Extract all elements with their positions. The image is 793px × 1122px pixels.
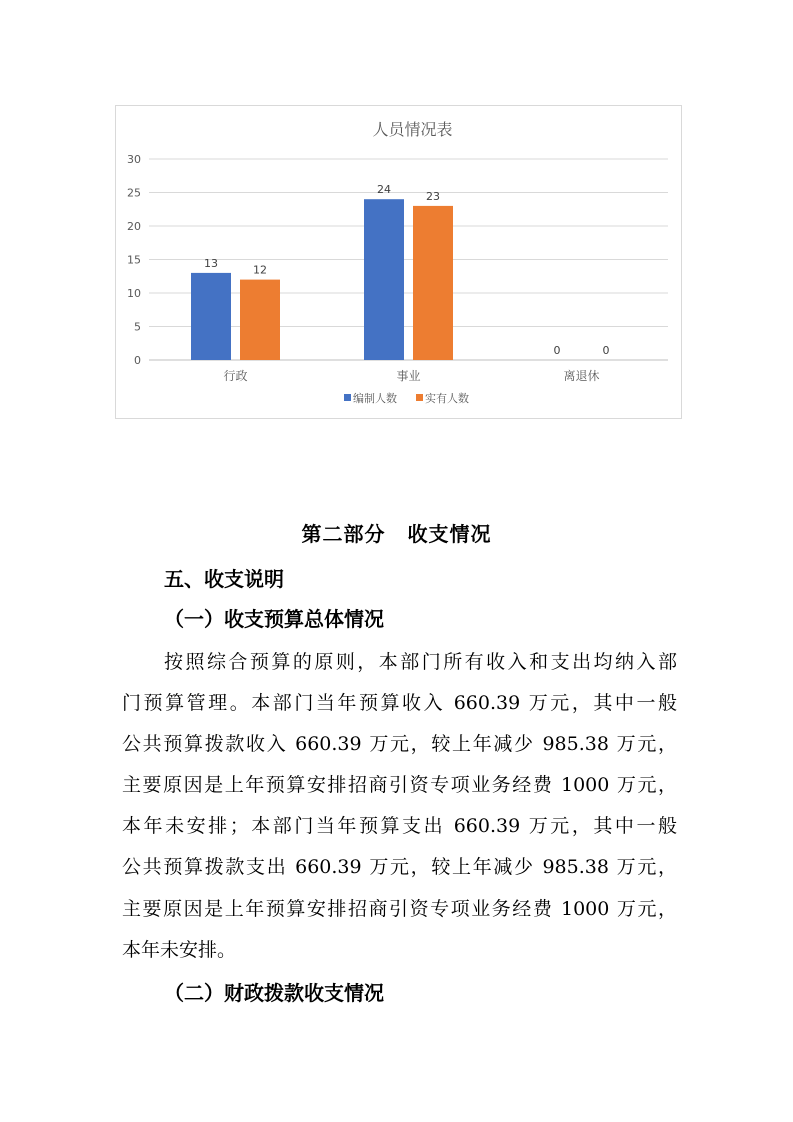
x-tick-label: 事业 [396, 369, 421, 383]
paragraph-line: 按照综合预算的原则，本部门所有收入和支出均纳入部 [164, 651, 677, 673]
paragraph-line: 本年未安排；本部门当年预算支出 660.39 万元，其中一般 [122, 815, 677, 838]
personnel-chart-svg [116, 106, 683, 420]
chart-title: 人员情况表 [372, 120, 453, 139]
y-tick-label: 10 [127, 287, 141, 300]
paragraph-line: 门预算管理。本部门当年预算收入 660.39 万元，其中一般 [122, 692, 677, 715]
budget-paragraph [122, 642, 677, 971]
personnel-chart [115, 105, 682, 419]
legend-label: 编制人数 [353, 392, 397, 405]
bar [364, 199, 404, 360]
bar [240, 280, 280, 360]
data-label: 24 [377, 183, 391, 197]
section-title-left: 第二部分 [301, 522, 386, 546]
bar [191, 273, 231, 360]
data-label: 0 [553, 344, 561, 357]
data-label: 23 [426, 189, 440, 203]
y-tick-label: 20 [127, 220, 141, 233]
paragraph-line: 本年未安排。 [122, 938, 237, 961]
x-tick-label: 行政 [223, 369, 248, 383]
y-tick-label: 30 [127, 153, 141, 166]
y-tick-label: 25 [127, 186, 141, 200]
section-title [0, 518, 793, 547]
paragraph-line: 公共预算拨款支出 660.39 万元，较上年减少 985.38 万元， [122, 856, 677, 879]
heading-overall-budget: （一）收支预算总体情况 [164, 607, 384, 631]
legend-swatch [416, 394, 423, 401]
y-tick-label: 5 [134, 320, 141, 334]
section-title-right: 收支情况 [407, 522, 492, 546]
bar [413, 206, 453, 360]
paragraph-line: 公共预算拨款收入 660.39 万元，较上年减少 985.38 万元， [122, 733, 677, 756]
y-tick-label: 15 [127, 253, 141, 267]
heading-fiscal-appropriation: （二）财政拨款收支情况 [164, 981, 384, 1005]
data-label: 13 [204, 256, 218, 270]
y-tick-label: 0 [134, 354, 141, 367]
paragraph-line: 主要原因是上年预算安排招商引资专项业务经费 1000 万元， [122, 774, 677, 797]
paragraph-line: 主要原因是上年预算安排招商引资专项业务经费 1000 万元， [122, 897, 677, 920]
heading-income-expense-explanation: 五、收支说明 [164, 567, 284, 591]
data-label: 0 [602, 344, 610, 357]
legend-label: 实有人数 [425, 392, 469, 405]
legend-swatch [344, 394, 351, 401]
data-label: 12 [253, 263, 267, 277]
x-tick-label: 离退休 [563, 369, 600, 383]
